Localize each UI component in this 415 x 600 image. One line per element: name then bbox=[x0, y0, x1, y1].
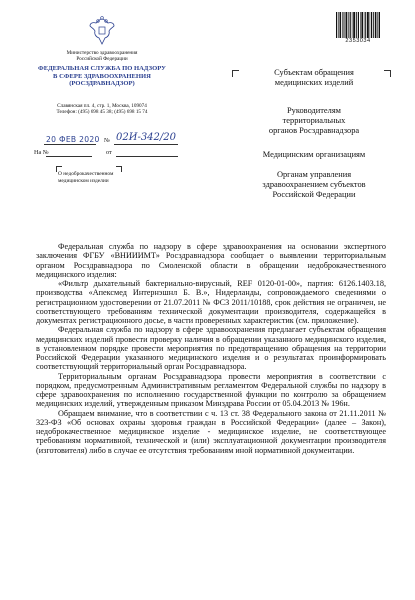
recipient-2: Руководителям территориальных органов Росздравнадзора bbox=[268, 106, 360, 136]
recipient-corner-left bbox=[232, 70, 239, 77]
number-label: № bbox=[104, 137, 110, 144]
service-address: Славянская пл. 4, стр. 1, Москва, 109074 Телефон: (495) 698 45 38; (495) 698 15 74 bbox=[56, 103, 148, 116]
coat-of-arms-emblem bbox=[88, 16, 116, 46]
ref-number-line bbox=[46, 156, 92, 157]
paragraph-4: Территориальным органам Росздравнадзора провести мероприятия в соответствии с порядком, предусмотренным Административным регламентом Федеральной службы по надзору в сфере здравоохранения по исполнению государственной функции по контролю за обращением медицинских изделий, утвержденным приказом Минздрава России от 05.04.2013 № 196н. bbox=[36, 371, 386, 409]
recipient-3: Медицинским организациям bbox=[262, 150, 366, 159]
ref-date-label: от bbox=[106, 149, 112, 156]
recipient-4: Органам управления здравоохранением субъектов Российской Федерации bbox=[262, 170, 366, 200]
ref-number-label: На № bbox=[34, 149, 49, 156]
letter-body bbox=[36, 242, 386, 455]
ref-date-line bbox=[116, 156, 178, 157]
reference-row bbox=[34, 149, 184, 159]
outgoing-number: 02И-342/20 bbox=[116, 132, 177, 143]
recipient-corner-right bbox=[384, 70, 391, 77]
letter-subject: О недоброкачественном медицинском изделии bbox=[58, 171, 114, 184]
outgoing-date: 20 ФЕВ 2020 bbox=[46, 135, 100, 144]
paragraph-3: Федеральная служба по надзору в сфере здравоохранения предлагает субъектам обращения медицинских изделий провести проверку наличия в обращении указанного медицинского изделия, в установленном порядке провести мероприятия по предотвращению обращения на территории Российской Федерации указанного медицинского изделия и о результатах проинформировать соответствующий территориальный орган Росздравнадзора. bbox=[36, 325, 386, 372]
barcode-number: 2353034 bbox=[345, 38, 371, 44]
paragraph-1: Федеральная служба по надзору в сфере здравоохранения на основании экспертного заключения ФГБУ «ВНИИИМТ» Росздравнадзора сообщает о выявлении территориальным органом Росздравнадзора по Смоленской области в обращении недоброкачественного медицинского изделия: bbox=[36, 242, 386, 279]
ministry-name: Министерство здравоохранения Российской Федерации bbox=[66, 50, 138, 62]
paragraph-2: «Фильтр дыхательный бактериально-вирусный, REF 0120-01-00», партия: 6126.1403.18, производства «Апексмед Интернэшнл Б. В.», Нидерланды, сопровождаемого сведениями о регистрационном удостоверении от 21.07.2011 № ФСЗ 2011/10188, срок действия не ограничен, не соответствующего требованиям технической документации производителя, содержащейся в документах регистрационного досье, в части проверенных характеристик (см. приложение). bbox=[36, 279, 386, 325]
date-underline bbox=[44, 144, 96, 145]
number-underline bbox=[114, 144, 178, 145]
paragraph-5: Обращаем внимание, что в соответствии с ч. 13 ст. 38 Федерального закона от 21.11.2011 № 323-ФЗ «Об основах охраны здоровья граждан в Российской Федерации» (далее – Закон), недоброкачественное медицинское изделие - медицинское изделие, не соответствующее требованиям нормативной, технической и (или) эксплуатационной документации производителя (изготовителя) либо в случае ее отсутствия требованиям иной нормативной документации. bbox=[36, 408, 386, 455]
outgoing-date-number-row bbox=[34, 134, 184, 146]
recipient-1: Субъектам обращения медицинских изделий bbox=[274, 68, 354, 88]
service-name: ФЕДЕРАЛЬНАЯ СЛУЖБА ПО НАДЗОРУ В СФЕРЕ ЗДРАВООХРАНЕНИЯ (РОСЗДРАВНАДЗОР) bbox=[38, 65, 166, 88]
barcode bbox=[336, 12, 380, 38]
